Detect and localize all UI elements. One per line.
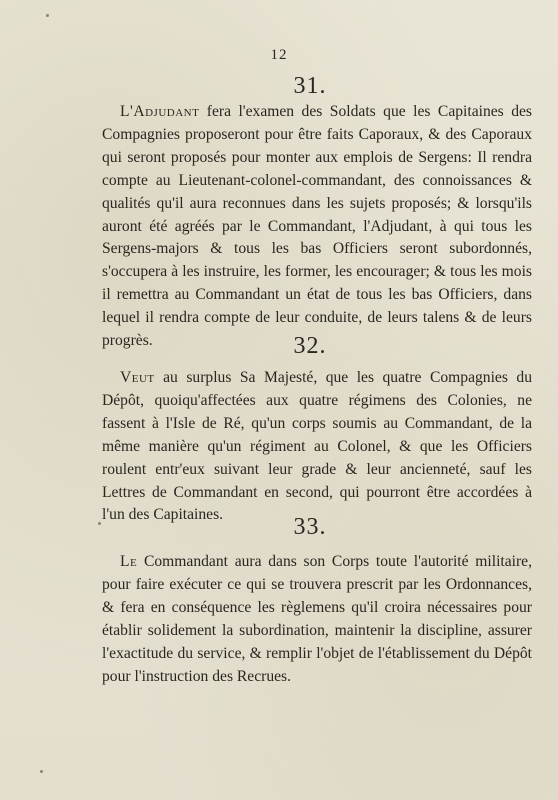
section-33-lead-word: Le: [120, 553, 138, 570]
section-31-paragraph: [102, 101, 532, 353]
section-33-paragraph: [102, 551, 532, 688]
paper-mark: [98, 522, 101, 525]
section-32-text: au surplus Sa Majesté, que les quatre Compagnies du Dépôt, quoiqu'affectées aux quatre régimens des Colonies, ne fassent à l'Isle de Ré, qu'un corps soumis au Commandant, de la même manière qu'un régiment au Colonel, & que les Officiers roulent entr'eux suivant leur grade & leur ancienneté, sauf les Lettres de Commandant en second, qui pourront être accordées à l'un des Capitaines.: [102, 369, 532, 524]
page-number: 12: [270, 47, 288, 63]
section-number-31: 31.: [293, 73, 327, 99]
section-31-text: fera l'examen des Soldats que les Capitaines des Compagnies proposeront pour être faits Caporaux, & des Caporaux qui seront proposés pour monter aux emplois de Sergens: Il rendra compte au Lieutenant-colonel-commandant, des connoissances & qualités qu'il aura reconnues dans les sujets proposés; & lorsqu'ils auront été agréés par le Commandant, l'Adjudant, à qui tous les Sergens-majors & tous les bas Officiers seront subordonnés, s'occupera à les instruire, les former, les encourager; & tous les mois il remettra au Commandant un état de tous les bas Officiers, dans lequel il rendra compte de leur conduite, de leurs talens & de leurs progrès.: [102, 103, 532, 350]
paper-mark: [40, 770, 43, 773]
section-number-33: 33.: [293, 514, 327, 540]
section-number-32: 32.: [293, 333, 327, 359]
section-32-paragraph: [102, 367, 532, 527]
section-32-lead-word: Veut: [120, 369, 155, 386]
section-31-lead-word: L'Adjudant: [120, 103, 200, 120]
paper-mark: [46, 14, 49, 17]
section-33-text: Commandant aura dans son Corps toute l'autorité militaire, pour faire exécuter ce qui se trouvera prescrit par les Ordonnances, & fera en conséquence les règlemens qu'il croira nécessaires pour établir solidement la subordination, maintenir la discipline, assurer l'exactitude du service, & remplir l'objet de l'établissement du Dépôt pour l'instruction des Recrues.: [102, 553, 532, 685]
